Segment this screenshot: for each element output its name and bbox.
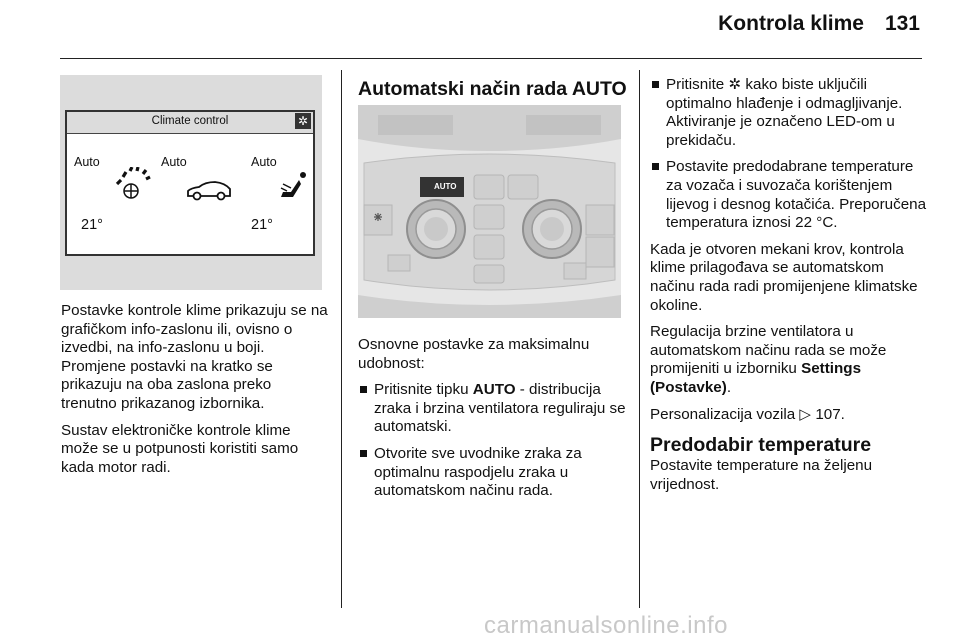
text-span: Pritisnite xyxy=(666,76,729,93)
seat-airflow-icon xyxy=(279,170,309,204)
header-rule xyxy=(60,58,922,59)
text-span: Postavite predodabrane temperature za vozača i suvozača korištenjem lijevog i desnog kotačića. Preporučena temperatura iznosi 22 °C. xyxy=(666,158,927,232)
text-span: . xyxy=(726,378,732,396)
column-divider xyxy=(639,70,640,608)
watermark: carmanualsonline.info xyxy=(484,612,728,639)
text-span: Pritisnite tipku xyxy=(374,381,473,399)
settings-menu-label: Settings (Postavke) xyxy=(650,360,862,396)
list-item xyxy=(358,381,628,437)
list-item xyxy=(650,158,928,232)
paragraph: Kada je otvoren mekani krov, kontrola klime prilagođava se automatskom načinu rada radi promijenjene klimatske okoline. xyxy=(650,240,918,314)
bullet-list xyxy=(650,76,928,233)
column-right-text xyxy=(650,76,928,502)
section-heading-auto-mode: Automatski način rada AUTO xyxy=(358,78,627,100)
display-title-bar xyxy=(67,112,313,134)
paragraph: Postavite temperature na željenu vrijednost. xyxy=(650,457,873,493)
gear-icon: ✲ xyxy=(295,113,311,129)
paragraph xyxy=(650,323,928,397)
bullet-list xyxy=(358,381,628,501)
climate-control-panel-figure xyxy=(358,105,621,318)
snowflake-icon: ✲ xyxy=(728,76,742,93)
list-item xyxy=(650,76,928,150)
auto-button-label: AUTO xyxy=(434,182,457,191)
column-divider xyxy=(341,70,342,608)
paragraph xyxy=(650,406,928,425)
page-header-title: Kontrola klime xyxy=(718,12,864,35)
car-airflow-icon xyxy=(185,179,233,201)
text-span: Otvorite sve uvodnike zraka za optimalnu raspodjelu zraka u automatskom načinu rada. xyxy=(374,444,582,500)
paragraph: Osnovne postavke za maksimalnu udobnost: xyxy=(358,336,590,372)
auto-label-right: Auto xyxy=(251,155,277,169)
temperature-right: 21° xyxy=(251,217,273,233)
paragraph: Postavke kontrole klime prikazuju se na grafičkom info-zaslonu ili, ovisno o izvedbi, na info-zaslonu u boji. Promjene postavki na kratko se prikazuju na oba zaslona preko trenutno prikazanog izbornika. xyxy=(61,302,328,412)
text-span: - distribucija zraka i brzina ventilatora reguliraju se automatski. xyxy=(374,381,626,436)
display-title: Climate control xyxy=(151,115,229,127)
list-item xyxy=(358,445,628,501)
auto-key-label: AUTO xyxy=(472,381,516,399)
bullet-square-icon xyxy=(360,386,367,393)
auto-label-left: Auto xyxy=(74,155,100,169)
page-reference-icon: ▷ xyxy=(799,405,812,423)
paragraph: Sustav elektroničke kontrole klime može se u potpunosti koristiti samo kada motor radi. xyxy=(61,421,299,476)
fan-speed-icon xyxy=(113,167,151,201)
climate-display-figure xyxy=(60,75,322,290)
text-span: Regulacija brzine ventilatora u automatskom načinu rada se može promijeniti u izborniku xyxy=(650,323,887,378)
page-number: 131 xyxy=(884,12,920,35)
bullet-square-icon xyxy=(360,450,367,457)
text-span: 107. xyxy=(811,405,845,423)
control-panel-illustration xyxy=(358,105,621,318)
bullet-square-icon xyxy=(652,81,659,88)
text-span: Personalizacija vozila xyxy=(650,405,800,423)
bullet-square-icon xyxy=(652,163,659,170)
climate-display-screen xyxy=(65,110,315,256)
auto-label-center: Auto xyxy=(161,155,187,169)
text-span: kako biste uključili optimalno hlađenje i odmagljivanje. Aktiviranje je označeno LED-om u prekidaču. xyxy=(666,76,903,149)
section-heading-temperature-preselection: Predodabir temperature xyxy=(650,434,872,457)
column-middle-text xyxy=(358,336,628,509)
column-left-text xyxy=(61,302,331,485)
temperature-left: 21° xyxy=(81,217,103,233)
